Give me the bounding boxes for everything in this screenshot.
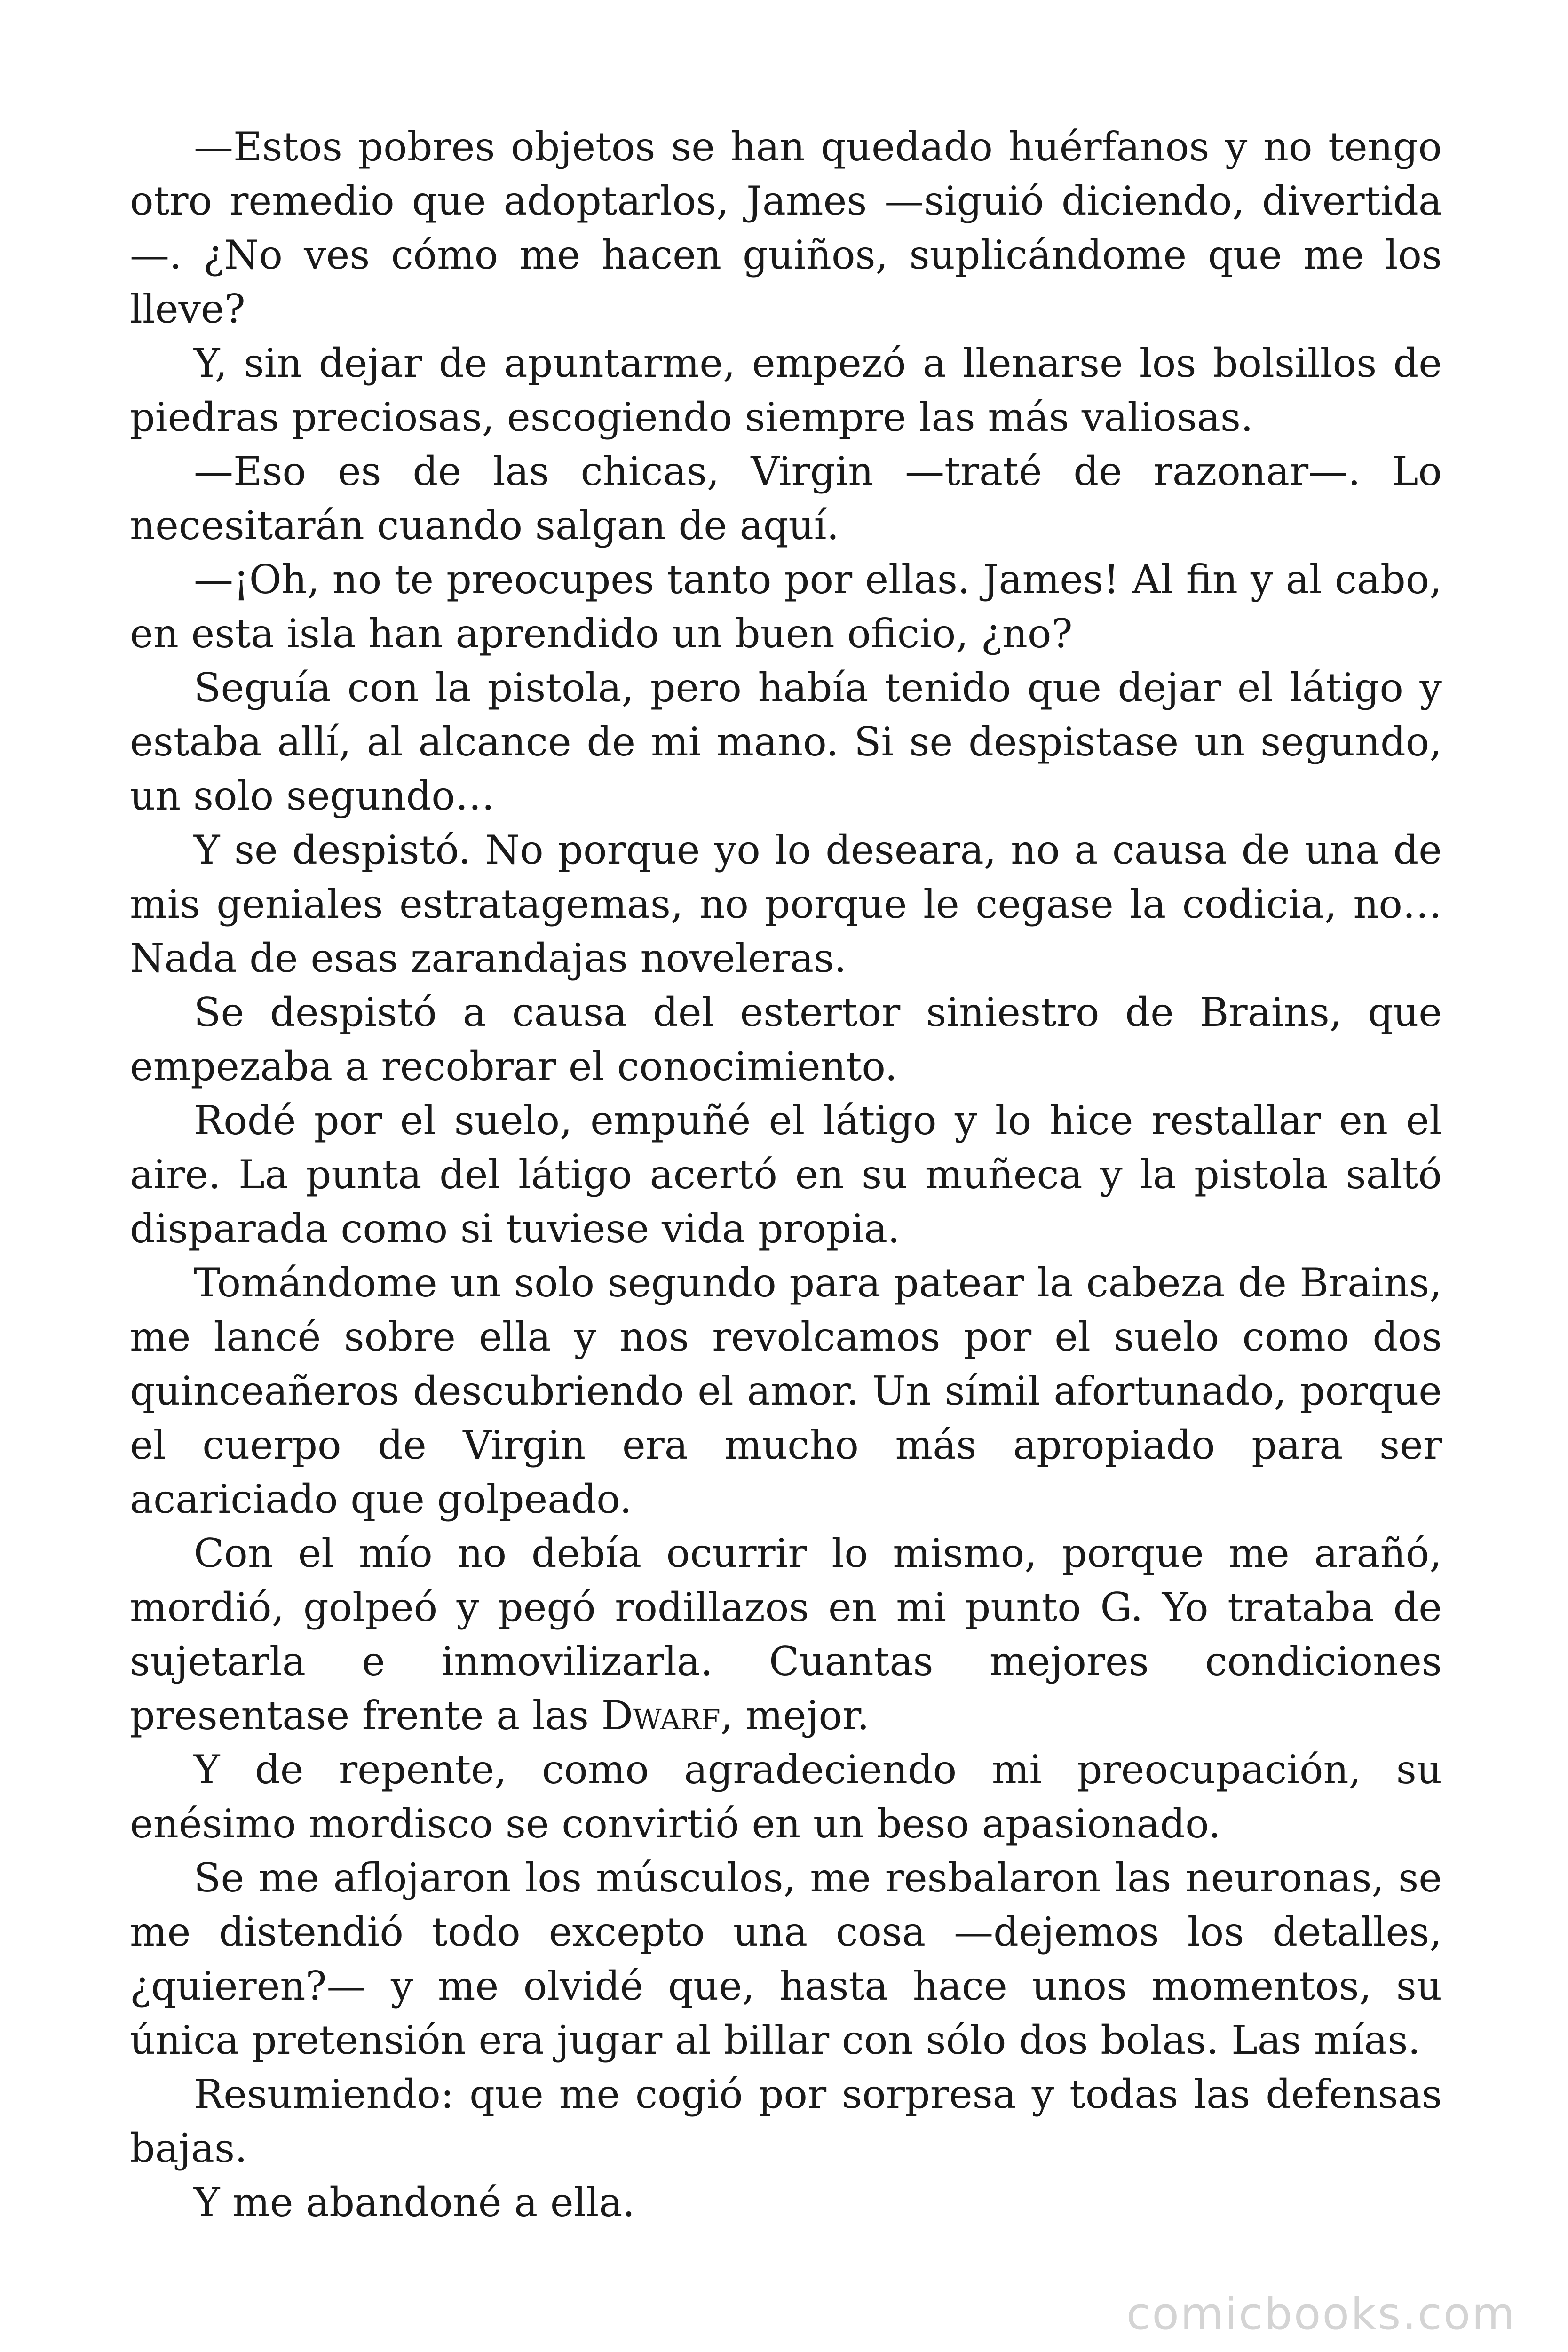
paragraph-text: Con el mío no debía ocurrir lo mismo, porque me arañó, mordió, golpeó y pegó rodillazos en mi punto G. Yo trataba de sujetarla e inmovilizarla. Cuantas mejores condiciones presentase frente a las [130, 1530, 1442, 1739]
paragraph: Resumiendo: que me cogió por sorpresa y todas las defensas bajas. [130, 2071, 1442, 2171]
paragraph: Y me abandoné a ella. [194, 2179, 635, 2225]
paragraph-text: , mejor. [720, 1692, 870, 1739]
paragraph: Y, sin dejar de apuntarme, empezó a llenarse los bolsillos de piedras preciosas, escogiendo siempre las más valiosas. [130, 340, 1442, 440]
paragraph: Y se despistó. No porque yo lo deseara, no a causa de una de mis geniales estratagemas, no porque le cegase la codicia, no… Nada de esas zarandajas noveleras. [130, 827, 1442, 981]
paragraph: Se despistó a causa del estertor siniestro de Brains, que empezaba a recobrar el conocimiento. [130, 989, 1442, 1089]
paragraph: —Estos pobres objetos se han quedado huérfanos y no tengo otro remedio que adoptarlos, James —siguió diciendo, divertida—. ¿No ves cómo me hacen guiños, suplicándome que me los lleve? [130, 124, 1442, 332]
paragraph: Se me aflojaron los músculos, me resbalaron las neuronas, se me distendió todo excepto una cosa —dejemos los detalles, ¿quieren?— y me olvidé que, hasta hace unos momentos, su única pretensión era jugar al billar con sólo dos bolas. Las mías. [130, 1855, 1442, 2063]
paragraph: Y de repente, como agradeciendo mi preocupación, su enésimo mordisco se convirtió en un beso apasionado. [130, 1747, 1442, 1847]
paragraph: —¡Oh, no te preocupes tanto por ellas. James! Al fin y al cabo, en esta isla han aprendido un buen oficio, ¿no? [130, 556, 1442, 657]
smallcaps-name: Dwarf [601, 1692, 721, 1739]
body-text [130, 120, 1442, 2230]
watermark: comicbooks.com [1126, 2288, 1516, 2340]
paragraph: Rodé por el suelo, empuñé el látigo y lo hice restallar en el aire. La punta del látigo acertó en su muñeca y la pistola saltó disparada como si tuviese vida propia. [130, 1097, 1442, 1252]
paragraph: Seguía con la pistola, pero había tenido que dejar el látigo y estaba allí, al alcance de mi mano. Si se despistase un segundo, un solo segundo… [130, 665, 1442, 819]
paragraph-dwarf [130, 1526, 1442, 1743]
paragraph: Tomándome un solo segundo para patear la cabeza de Brains, me lancé sobre ella y nos revolcamos por el suelo como dos quinceañeros descubriendo el amor. Un símil afortunado, porque el cuerpo de Virgin era mucho más apropiado para ser acariciado que golpeado. [130, 1260, 1442, 1522]
paragraph: —Eso es de las chicas, Virgin —traté de razonar—. Lo necesitarán cuando salgan de aquí. [130, 448, 1442, 548]
